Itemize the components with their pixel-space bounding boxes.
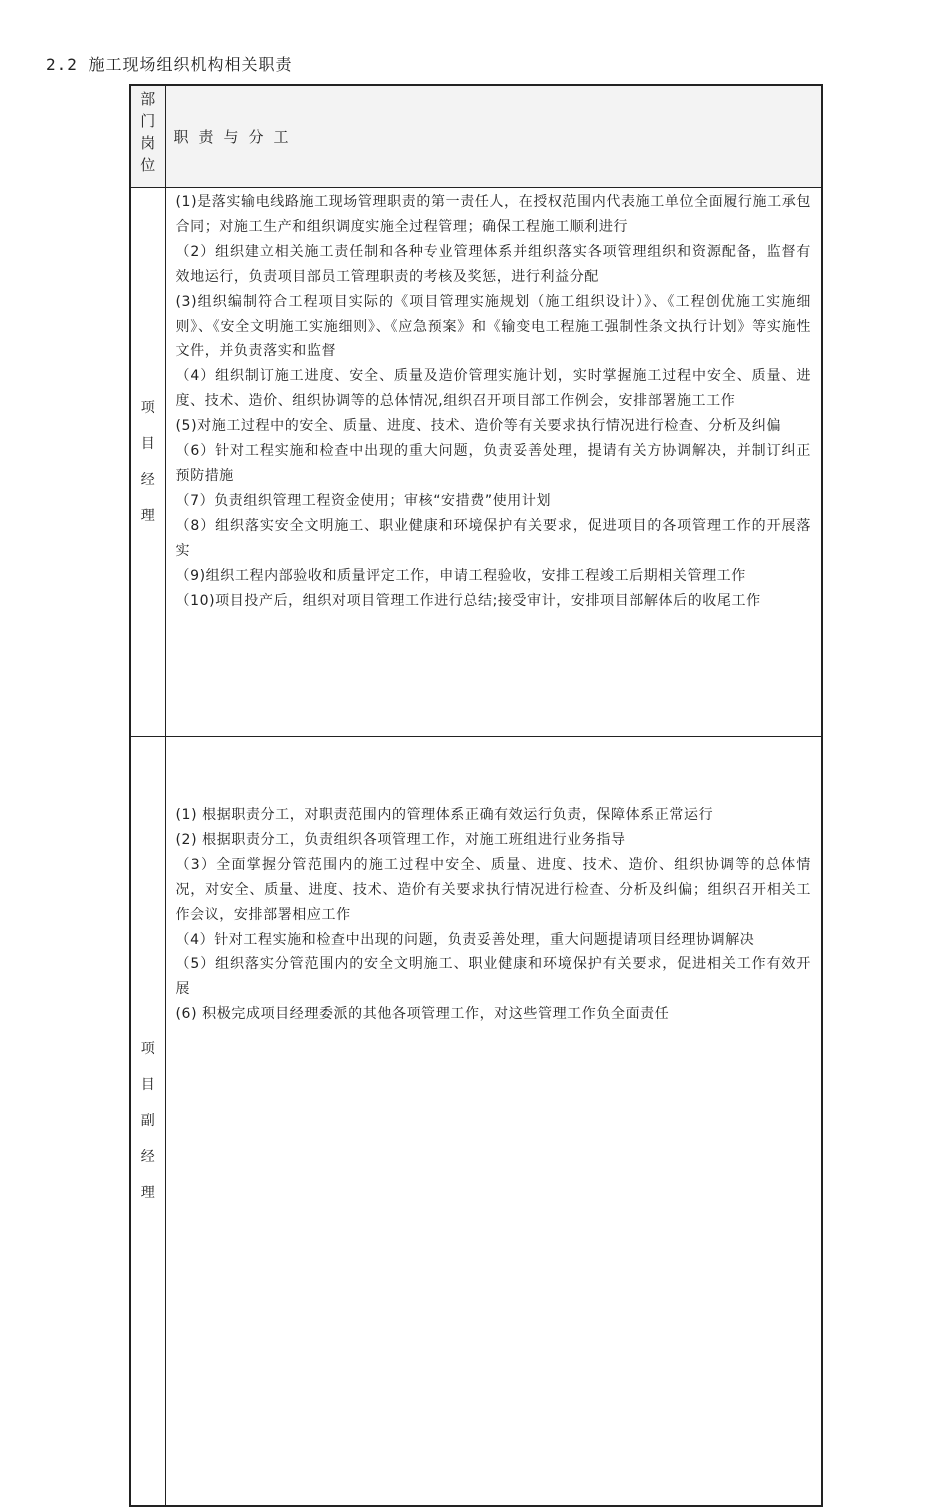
department-header-char: 门 [140,112,156,130]
duty-item: （9)组织工程内部验收和质量评定工作，申请工程验收，安排工程竣工后期相关管理工作 [175,567,746,584]
table-row-project-manager [130,188,822,737]
department-header-char: 部 [140,90,156,108]
department-char: 经 [140,472,155,488]
duty-item: （8）组织落实安全文明施工、职业健康和环境保护有关要求，促进项目的各项管理工作的开展落实 [175,517,811,559]
duty-item: (2) 根据职责分工，负责组织各项管理工作，对施工班组进行业务指导 [175,831,626,848]
duties-cell [165,188,822,737]
duty-item: (6) 积极完成项目经理委派的其他各项管理工作，对这些管理工作负全面责任 [175,1006,670,1023]
duty-item: （4）针对工程实施和检查中出现的问题，负责妥善处理，重大问题提请项目经理协调解决 [175,931,755,948]
table-row-deputy-manager [130,737,822,1507]
department-char: 目 [140,436,155,452]
duty-item: （5）组织落实分管范围内的安全文明施工、职业健康和环境保护有关要求，促进相关工作有效开展 [175,956,811,998]
duties-cell [165,737,822,1507]
duty-item: (5)对施工过程中的安全、质量、进度、技术、造价等有关要求执行情况进行检查、分析及纠偏 [175,418,782,435]
department-header-char: 位 [140,156,156,174]
department-char: 目 [140,1077,155,1093]
department-char: 项 [140,400,155,416]
responsibility-table [129,84,823,1507]
duty-item: （10)项目投产后，组织对项目管理工作进行总结;接受审计，安排项目部解体后的收尾工作 [175,592,761,609]
duty-item: （4）组织制订施工进度、安全、质量及造价管理实施计划，实时掌握施工过程中安全、质量、进度、技术、造价、组织协调等的总体情况,组织召开项目部工作例会，安排部署施工工作 [175,368,811,410]
duty-item: （6）针对工程实施和检查中出现的重大问题，负责妥善处理，提请有关方协调解决，并制订纠正预防措施 [175,443,811,484]
department-char: 项 [140,1041,155,1057]
duty-item: (3)组织编制符合工程项目实际的《项目管理实施规划（施工组织设计）》、《工程创优施工实施细则》、《安全文明施工实施细则》、《应急预案》和《输变电工程施工强制性条文执行计划》等实施性文件，并负责落实和监督 [175,293,811,360]
department-char: 经 [140,1149,155,1165]
duty-item: (1)是落实输电线路施工现场管理职责的第一责任人，在授权范围内代表施工单位全面履行施工承包合同；对施工生产和组织调度实施全过程管理；确保工程施工顺利进行 [175,194,811,235]
department-char: 理 [140,508,155,524]
department-cell [130,188,165,737]
department-char: 副 [140,1113,155,1129]
duty-header: 职责与分工 [165,85,822,188]
department-header [130,85,165,188]
duty-item: （7）负责组织管理工程资金使用；审核“安措费”使用计划 [175,492,552,509]
duty-item: （3）全面掌握分管范围内的施工过程中安全、质量、进度、技术、造价、组织协调等的总体情况，对安全、质量、进度、技术、造价有关要求执行情况进行检查、分析及纠偏；组织召开相关工作会议，安排部署相应工作 [175,856,811,923]
duty-item: (1) 根据职责分工，对职责范围内的管理体系正确有效运行负责，保障体系正常运行 [175,807,714,823]
duty-item: （2）组织建立相关施工责任制和各种专业管理体系并组织落实各项管理组织和资源配备，监督有效地运行，负责项目部员工管理职责的考核及奖惩，进行利益分配 [175,243,811,285]
section-heading: 2.2 施工现场组织机构相关职责 [46,55,293,74]
department-char: 理 [140,1185,155,1201]
department-cell [130,737,165,1507]
table-header-row [130,85,822,188]
department-header-char: 岗 [140,134,156,152]
